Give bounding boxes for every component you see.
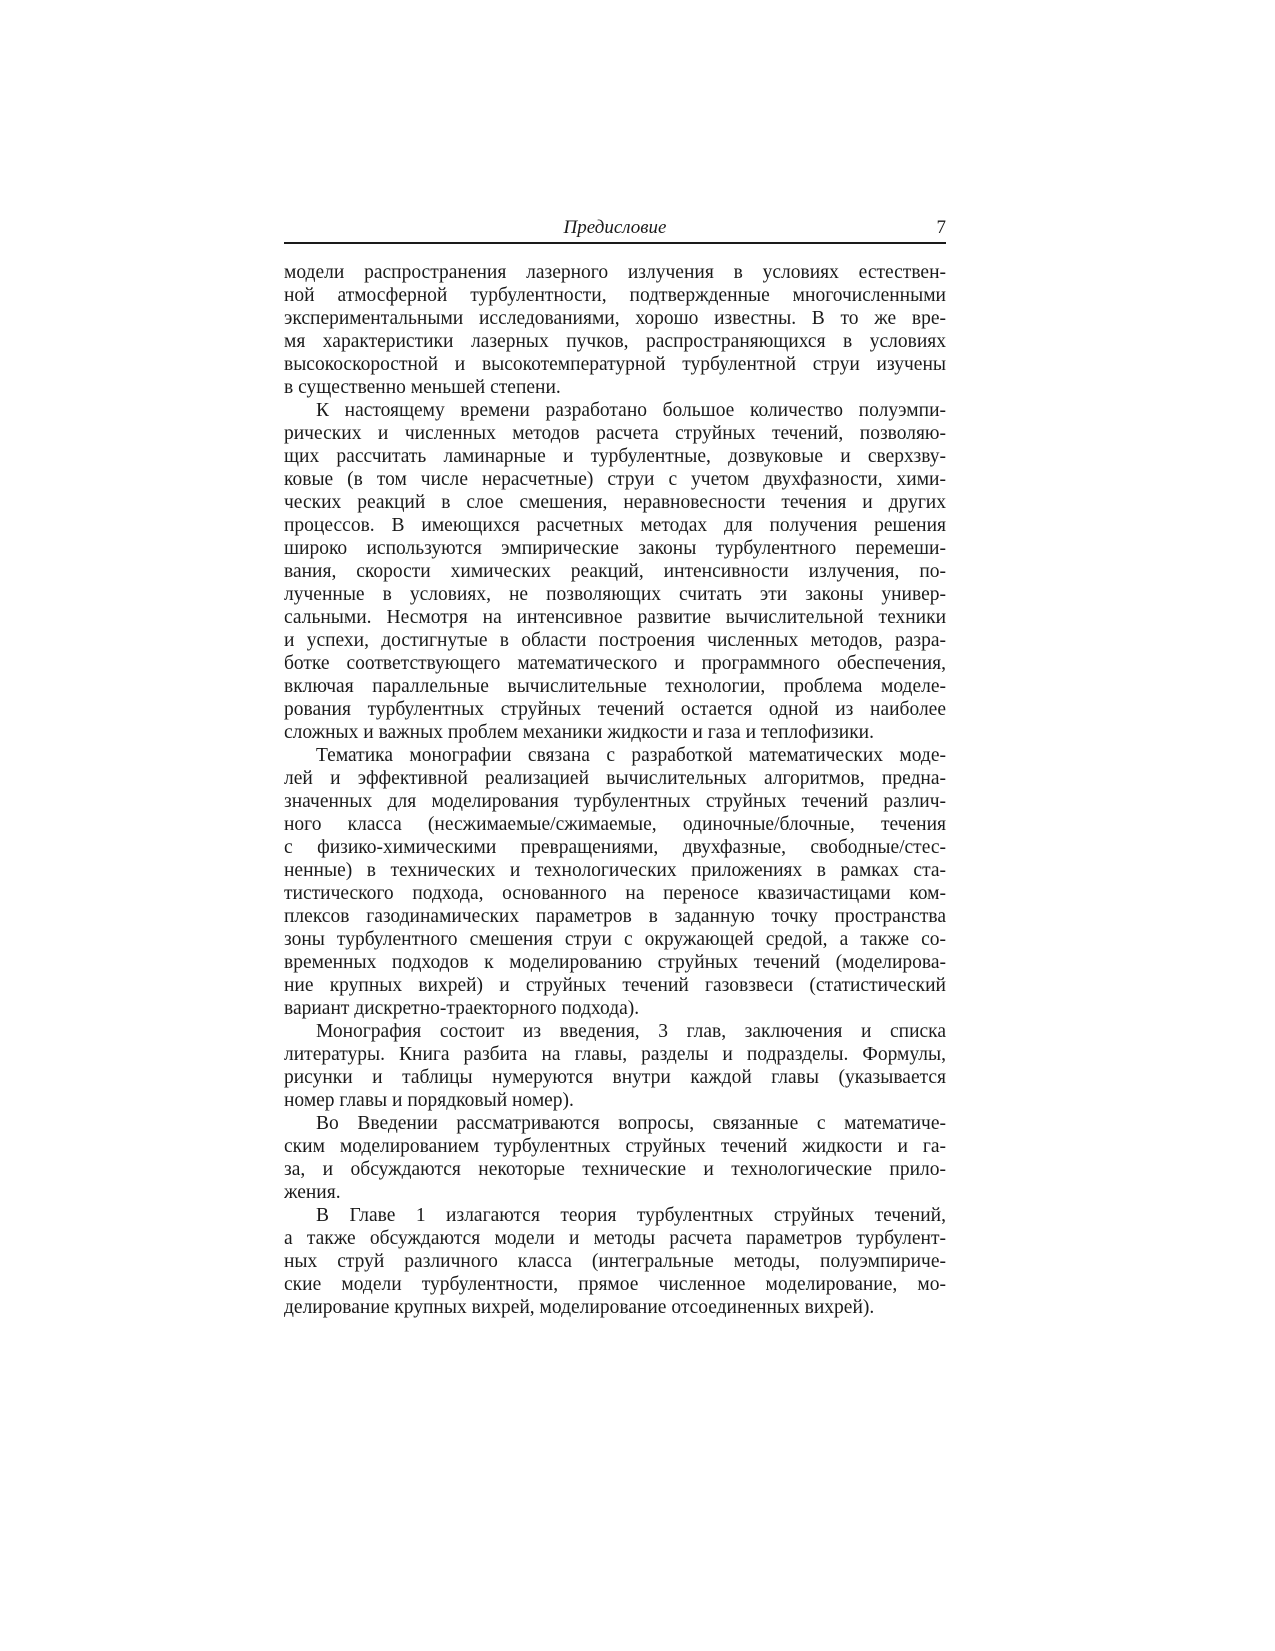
text-line: плексов газодинамических параметров в заданную точку пространства bbox=[284, 906, 946, 927]
text-line: жения. bbox=[284, 1182, 341, 1203]
text-line: ковые (в том числе нерасчетные) струи с учетом двухфазности, хими- bbox=[284, 469, 946, 490]
text-line: ботке соответствующего математического и программного обеспечения, bbox=[284, 653, 946, 674]
text-line: за, и обсуждаются некоторые технические и технологические прило- bbox=[284, 1159, 946, 1180]
text-line: рических и численных методов расчета струйных течений, позволяю- bbox=[284, 423, 946, 444]
paragraph bbox=[284, 1204, 946, 1319]
text-line: ного класса (несжимаемые/сжимаемые, одиночные/блочные, течения bbox=[284, 814, 946, 835]
text-line: ческих реакций в слое смешения, неравновесности течения и других bbox=[284, 492, 946, 513]
text-line: Во Введении рассматриваются вопросы, связанные с математиче- bbox=[316, 1113, 946, 1134]
text-line: ных струй различного класса (интегральные методы, полуэмпириче- bbox=[284, 1251, 946, 1272]
text-line: значенных для моделирования турбулентных струйных течений различ- bbox=[284, 791, 946, 812]
paragraph bbox=[284, 744, 946, 1020]
text-line: в существенно меньшей степени. bbox=[284, 377, 561, 398]
text-line: модели распространения лазерного излучения в условиях естествен- bbox=[284, 262, 946, 283]
text-line: Монография состоит из введения, 3 глав, заключения и списка bbox=[316, 1021, 946, 1042]
text-line: вания, скорости химических реакций, интенсивности излучения, по- bbox=[284, 561, 946, 582]
text-line: временных подходов к моделированию струйных течений (моделирова- bbox=[284, 952, 946, 973]
text-line: ские модели турбулентности, прямое численное моделирование, мо- bbox=[284, 1274, 946, 1295]
text-line: ной атмосферной турбулентности, подтвержденные многочисленными bbox=[284, 285, 946, 306]
text-line: процессов. В имеющихся расчетных методах для получения решения bbox=[284, 515, 946, 536]
text-line: Тематика монографии связана с разработкой математических моде- bbox=[316, 745, 946, 766]
text-line: К настоящему времени разработано большое количество полуэмпи- bbox=[316, 400, 946, 421]
text-line: ние крупных вихрей) и струйных течений газовзвеси (статистический bbox=[284, 975, 946, 996]
running-header bbox=[284, 216, 946, 244]
paragraph bbox=[284, 1112, 946, 1204]
text-line: мя характеристики лазерных пучков, распространяющихся в условиях bbox=[284, 331, 946, 352]
text-line: ненные) в технических и технологических приложениях в рамках ста- bbox=[284, 860, 946, 881]
text-line: В Главе 1 излагаются теория турбулентных струйных течений, bbox=[316, 1205, 946, 1226]
text-line: экспериментальными исследованиями, хорошо известны. В то же вре- bbox=[284, 308, 946, 329]
text-line: вариант дискретно-траекторного подхода). bbox=[284, 998, 640, 1019]
text-line: рования турбулентных струйных течений остается одной из наиболее bbox=[284, 699, 946, 720]
text-line: сложных и важных проблем механики жидкости и газа и теплофизики. bbox=[284, 722, 874, 743]
text-line: зоны турбулентного смешения струи с окружающей средой, а также со- bbox=[284, 929, 946, 950]
text-line: делирование крупных вихрей, моделирование отсоединенных вихрей). bbox=[284, 1297, 875, 1318]
text-line: номер главы и порядковый номер). bbox=[284, 1090, 574, 1111]
text-line: высокоскоростной и высокотемпературной турбулентной струи изучены bbox=[284, 354, 946, 375]
body-text bbox=[284, 261, 946, 1319]
text-line: рисунки и таблицы нумеруются внутри каждой главы (указывается bbox=[284, 1067, 946, 1088]
text-line: с физико-химическими превращениями, двухфазные, свободные/стес- bbox=[284, 837, 946, 858]
paragraph bbox=[284, 1020, 946, 1112]
text-line: тистического подхода, основанного на переносе квазичастицами ком- bbox=[284, 883, 946, 904]
page-number: 7 bbox=[936, 217, 946, 238]
text-line: щих рассчитать ламинарные и турбулентные, дозвуковые и сверхзву- bbox=[284, 446, 946, 467]
text-line: сальными. Несмотря на интенсивное развитие вычислительной техники bbox=[284, 607, 946, 628]
paragraph bbox=[284, 399, 946, 744]
text-line: широко используются эмпирические законы турбулентного перемеши- bbox=[284, 538, 946, 559]
running-title: Предисловие bbox=[563, 217, 667, 238]
text-line: и успехи, достигнутые в области построения численных методов, разра- bbox=[284, 630, 946, 651]
paragraph bbox=[284, 261, 946, 399]
text-line: лей и эффективной реализацией вычислительных алгоритмов, предна- bbox=[284, 768, 946, 789]
text-line: а также обсуждаются модели и методы расчета параметров турбулент- bbox=[284, 1228, 946, 1249]
text-line: лученные в условиях, не позволяющих считать эти законы универ- bbox=[284, 584, 946, 605]
text-line: литературы. Книга разбита на главы, разделы и подразделы. Формулы, bbox=[284, 1044, 946, 1065]
text-line: ским моделированием турбулентных струйных течений жидкости и га- bbox=[284, 1136, 946, 1157]
text-line: включая параллельные вычислительные технологии, проблема моделе- bbox=[284, 676, 946, 697]
